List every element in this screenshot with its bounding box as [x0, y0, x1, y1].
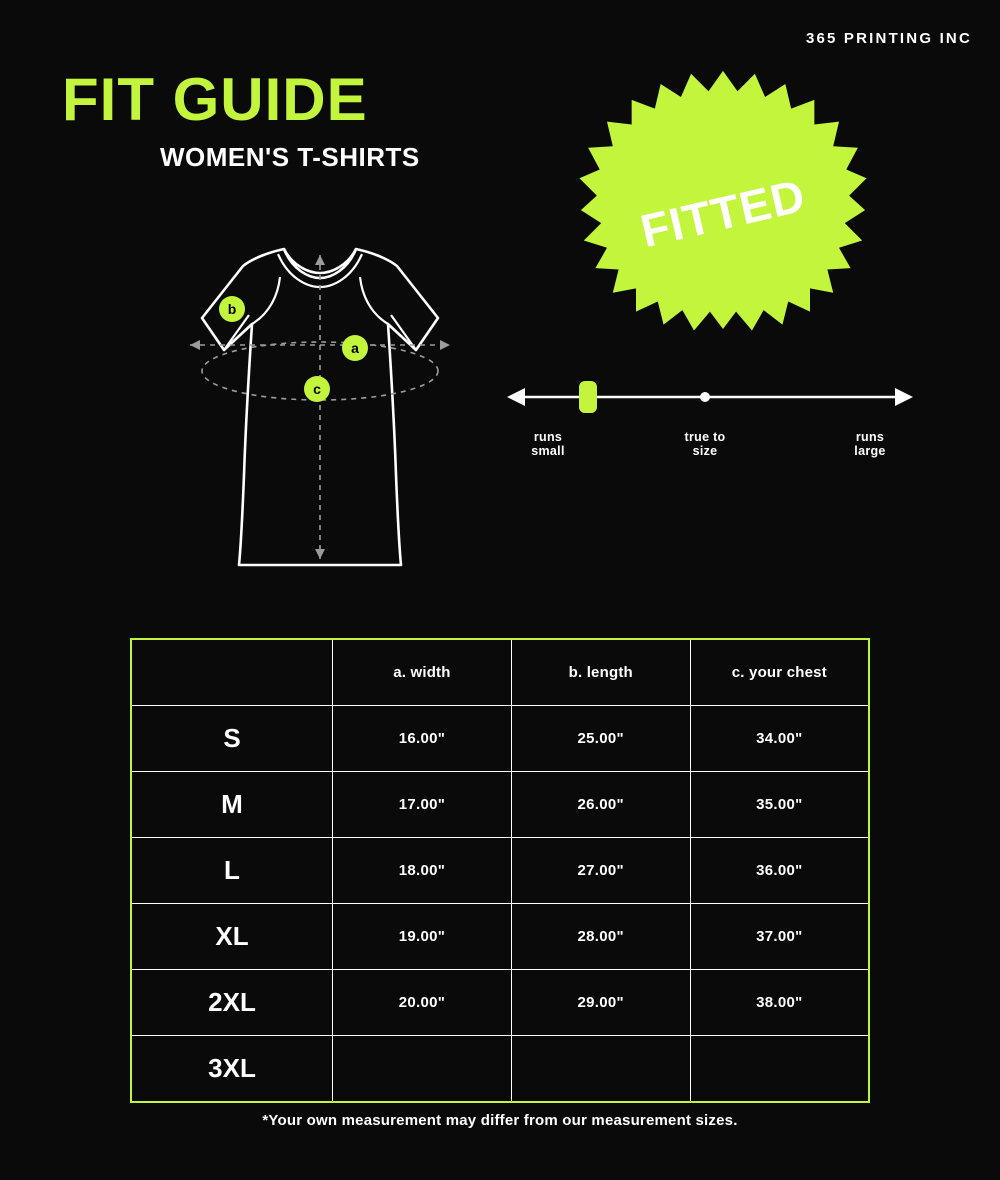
- table-header-row: [131, 639, 869, 706]
- tshirt-diagram: [120, 225, 480, 585]
- chest-value: [690, 1036, 869, 1103]
- length-value: 25.00": [511, 706, 690, 772]
- page-subtitle: WOMEN'S T-SHIRTS: [160, 142, 420, 172]
- footnote: *Your own measurement may differ from our measurement sizes.: [262, 1112, 738, 1129]
- measurement-badge-c: c: [304, 376, 330, 402]
- chest-value: 35.00": [690, 772, 869, 838]
- scale-label-runs-large: [827, 430, 913, 459]
- width-value: 16.00": [333, 706, 512, 772]
- table-row: [131, 904, 869, 970]
- table-header-chest: c. your chest: [690, 639, 869, 706]
- table-header-length: b. length: [511, 639, 690, 706]
- size-label: S: [131, 706, 333, 772]
- measurement-badge-b: b: [219, 296, 245, 322]
- fit-scale-axis-icon: [505, 372, 915, 432]
- size-table: [130, 638, 870, 1103]
- chest-value: 38.00": [690, 970, 869, 1036]
- length-value: 29.00": [511, 970, 690, 1036]
- table-row: [131, 838, 869, 904]
- page-title: FIT GUIDE: [62, 66, 368, 133]
- scale-label-runs-large-line1: runs: [855, 430, 885, 444]
- width-value: 20.00": [333, 970, 512, 1036]
- table-row: [131, 970, 869, 1036]
- table-row: [131, 772, 869, 838]
- fit-scale: [505, 372, 915, 472]
- width-value: [333, 1036, 512, 1103]
- table-row: [131, 1036, 869, 1103]
- scale-label-runs-small-line2: small: [531, 444, 565, 459]
- scale-label-true-line1: true to: [684, 430, 726, 444]
- length-value: 28.00": [511, 904, 690, 970]
- chest-value: 37.00": [690, 904, 869, 970]
- measurement-badge-a: a: [342, 335, 368, 361]
- width-value: 19.00": [333, 904, 512, 970]
- table-header-blank: [131, 639, 333, 706]
- size-label: XL: [131, 904, 333, 970]
- size-label: L: [131, 838, 333, 904]
- scale-label-runs-large-line2: large: [854, 444, 886, 459]
- chest-value: 34.00": [690, 706, 869, 772]
- length-value: 27.00": [511, 838, 690, 904]
- fitted-starburst: [578, 68, 868, 358]
- brand-name: 365 PRINTING INC: [805, 30, 972, 47]
- size-label: 3XL: [131, 1036, 333, 1103]
- size-label: M: [131, 772, 333, 838]
- chest-value: 36.00": [690, 838, 869, 904]
- table-header-width: a. width: [333, 639, 512, 706]
- scale-label-true-line2: size: [692, 444, 718, 459]
- scale-label-runs-small-line1: runs: [533, 430, 563, 444]
- tshirt-illustration-icon: [120, 225, 480, 585]
- width-value: 17.00": [333, 772, 512, 838]
- length-value: 26.00": [511, 772, 690, 838]
- size-label: 2XL: [131, 970, 333, 1036]
- scale-label-runs-small: [505, 430, 591, 459]
- scale-label-true-to-size: [662, 430, 748, 459]
- length-value: [511, 1036, 690, 1103]
- width-value: 18.00": [333, 838, 512, 904]
- fitted-label: FITTED: [635, 168, 811, 258]
- table-row: [131, 706, 869, 772]
